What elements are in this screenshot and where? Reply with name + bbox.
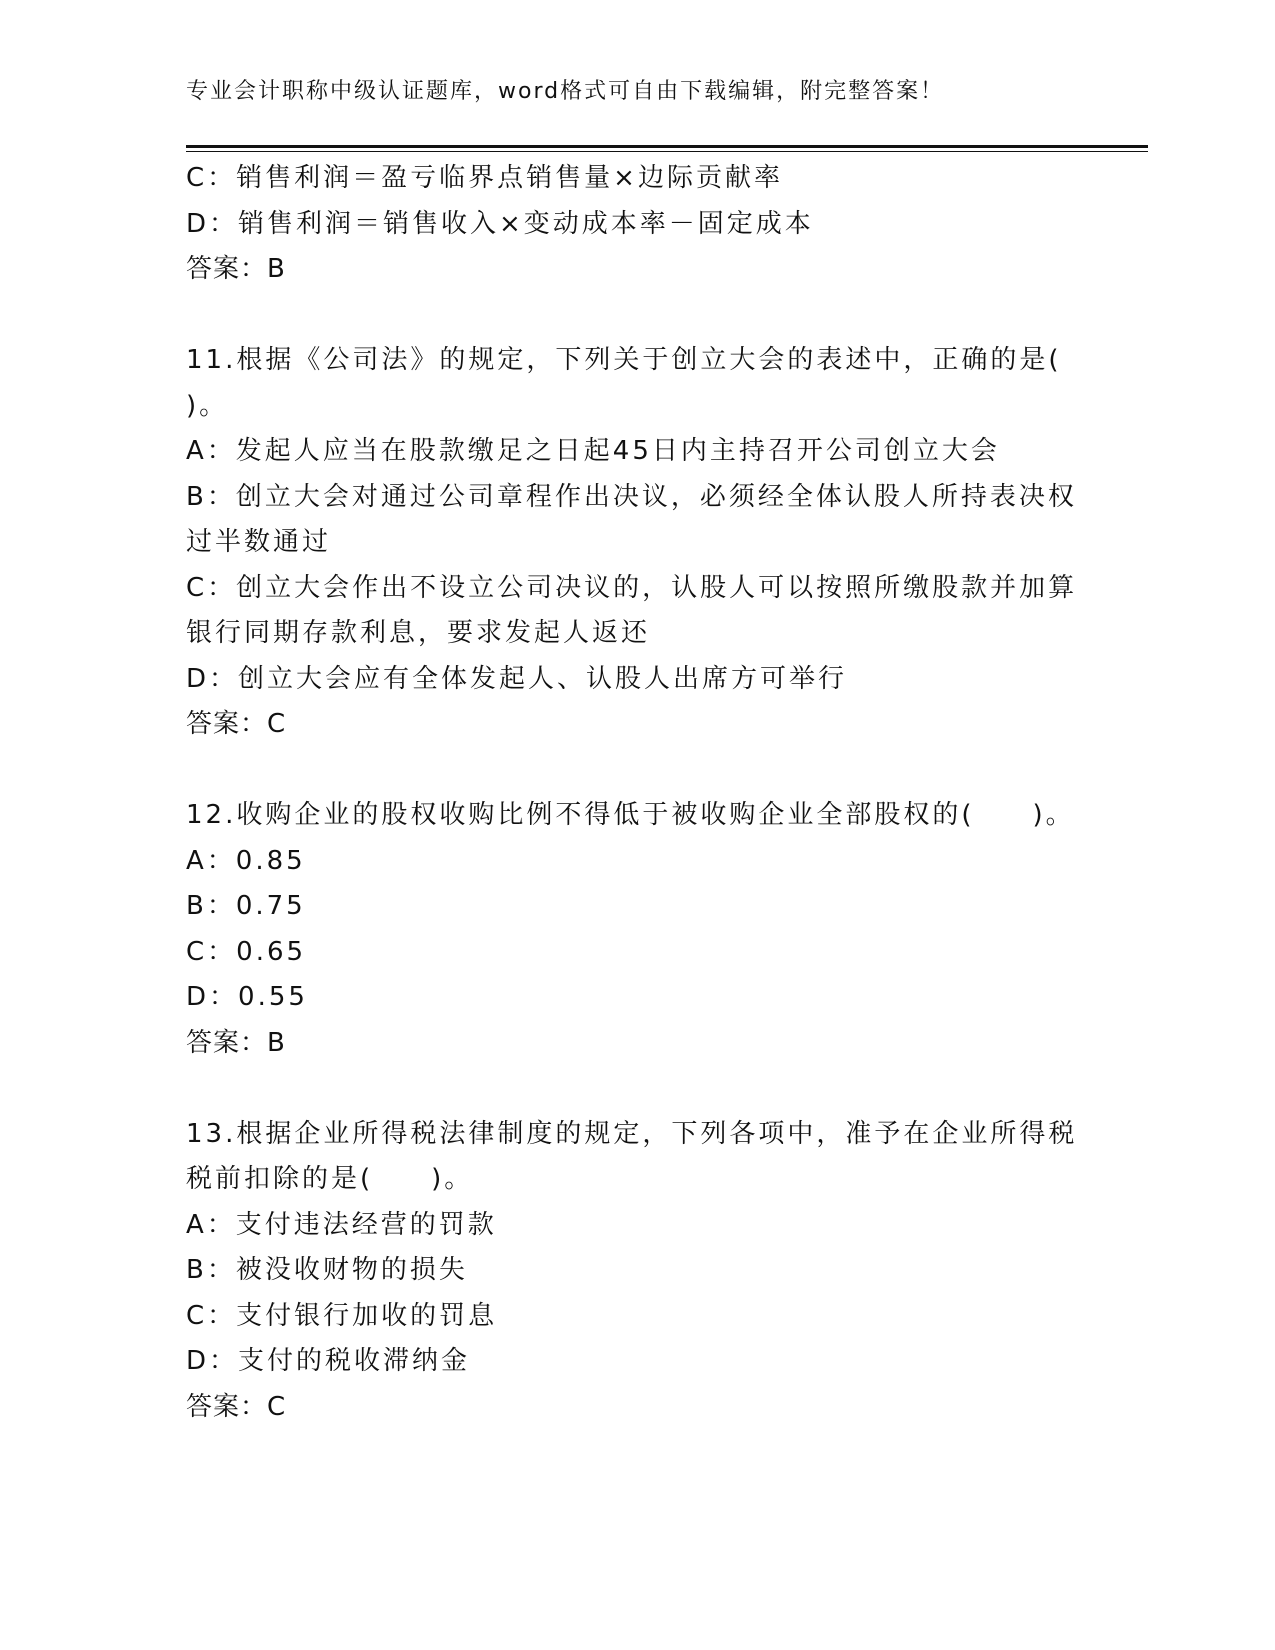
question-stem: 12.收购企业的股权收购比例不得低于被收购企业全部股权的( )。	[186, 800, 1075, 830]
header-rule-thick	[186, 145, 1148, 148]
spacer	[186, 1066, 1066, 1112]
question-stem: 税前扣除的是( )。	[186, 1164, 474, 1194]
option-line: C：销售利润＝盈亏临界点销售量×边际贡献率	[186, 163, 783, 193]
option-line: A：0.85	[186, 845, 306, 876]
answer-line: 答案：B	[186, 254, 286, 284]
option-line: D：创立大会应有全体发起人、认股人出席方可举行	[186, 663, 848, 694]
answer-line: 答案：C	[186, 709, 287, 739]
question-stem: 13.根据企业所得税法律制度的规定，下列各项中，准予在企业所得税	[186, 1118, 1078, 1149]
spacer	[186, 293, 1066, 339]
option-line: C：创立大会作出不设立公司决议的，认股人可以按照所缴股款并加算	[186, 572, 1078, 603]
option-line: B：创立大会对通过公司章程作出决议，必须经全体认股人所持表决权	[186, 481, 1077, 512]
question-stem: 11.根据《公司法》的规定，下列关于创立大会的表述中，正确的是(	[186, 345, 1062, 375]
question-content	[186, 156, 1078, 1430]
option-line: 过半数通过	[186, 527, 332, 557]
option-line: A：发起人应当在股款缴足之日起45日内主持召开公司创立大会	[186, 436, 1000, 466]
option-line: D：0.55	[186, 982, 308, 1012]
option-line: C：支付银行加收的罚息	[186, 1300, 498, 1331]
spacer	[186, 748, 1066, 794]
option-line: D：支付的税收滞纳金	[186, 1346, 471, 1376]
option-line: C：0.65	[186, 936, 307, 967]
page-header: 专业会计职称中级认证题库，word格式可自由下载编辑，附完整答案！	[186, 79, 945, 104]
option-line: A：支付违法经营的罚款	[186, 1209, 497, 1240]
option-line: 银行同期存款利息，要求发起人返还	[186, 618, 651, 648]
option-line: B：被没收财物的损失	[186, 1255, 468, 1285]
option-line: D：销售利润＝销售收入×变动成本率－固定成本	[186, 208, 814, 239]
question-stem: )。	[186, 390, 229, 421]
header-rule-thin	[186, 151, 1148, 152]
answer-line: 答案：B	[186, 1027, 286, 1058]
answer-line: 答案：C	[186, 1391, 287, 1422]
option-line: B：0.75	[186, 891, 306, 921]
